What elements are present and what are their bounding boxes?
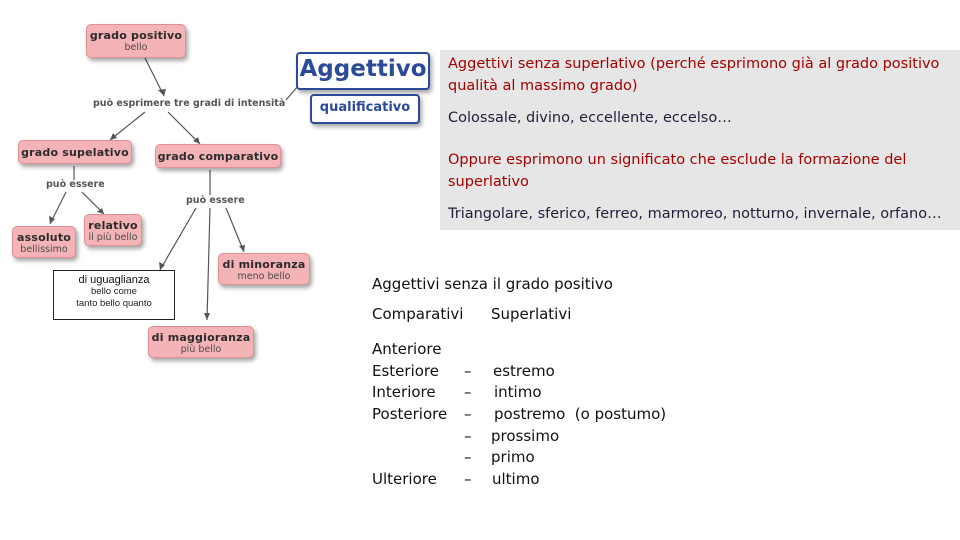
superlativo-item: primo xyxy=(491,448,535,466)
dash-separator: – xyxy=(464,470,472,488)
node-assoluto xyxy=(12,226,76,258)
comparativo-item: Ulteriore xyxy=(372,470,437,488)
superlativo-item: postremo (o postumo) xyxy=(494,405,667,423)
node-maggioranza xyxy=(148,326,254,358)
node-example: tanto bello quanto xyxy=(76,298,152,309)
column-comparativi: Comparativi xyxy=(372,305,464,323)
comparativo-item: Interiore xyxy=(372,383,436,401)
aggettivo-title: Aggettivo xyxy=(296,52,430,90)
lower-heading: Aggettivi senza il grado positivo xyxy=(372,275,613,293)
node-uguaglianza xyxy=(53,270,175,320)
node-example: bellissimo xyxy=(20,244,68,255)
node-example: bello come xyxy=(91,286,137,297)
node-title: assoluto xyxy=(16,231,72,244)
dash-separator: – xyxy=(464,427,472,445)
panel-examples-1: Colossale, divino, eccellente, eccelso… xyxy=(448,110,732,126)
link-puo-essere-superlativo: può essere xyxy=(46,179,105,190)
node-grado-comparativo xyxy=(155,144,281,168)
panel-examples-2: Triangolare, sferico, ferreo, marmoreo, notturno, invernale, orfano… xyxy=(448,206,942,222)
node-title: di maggioranza xyxy=(151,331,251,344)
comparativo-item: Posteriore xyxy=(372,405,448,423)
node-relativo xyxy=(84,214,142,246)
node-example: più bello xyxy=(180,344,222,355)
node-minoranza xyxy=(218,253,310,285)
node-title: di minoranza xyxy=(222,258,306,271)
column-superlativi: Superlativi xyxy=(491,305,572,323)
node-grado-superlativo xyxy=(18,140,132,164)
no-superlative-panel xyxy=(440,50,960,230)
dash-separator: – xyxy=(464,405,472,423)
comparativo-item: Anteriore xyxy=(372,340,442,358)
node-grado-positivo xyxy=(86,24,186,58)
node-title: grado positivo xyxy=(89,29,183,42)
superlativo-item: intimo xyxy=(494,383,542,401)
node-title: grado comparativo xyxy=(157,150,279,163)
node-example: bello xyxy=(124,42,148,53)
link-puo-essere-comparativo: può essere xyxy=(186,195,245,206)
superlativo-item: estremo xyxy=(493,362,555,380)
panel-heading: Aggettivi senza superlativo (perché esprimono già al grado positivo qualità al massimo grado) xyxy=(448,56,940,94)
node-title: relativo xyxy=(88,219,138,232)
dash-separator: – xyxy=(464,448,472,466)
concept-map xyxy=(0,0,440,380)
node-example: il più bello xyxy=(88,232,138,243)
node-title: di uguaglianza xyxy=(78,274,150,286)
dash-separator: – xyxy=(464,383,472,401)
node-title: grado supelativo xyxy=(21,146,129,159)
superlativo-item: prossimo xyxy=(491,427,560,445)
panel-subheading: Oppure esprimono un significato che esclude la formazione del superlativo xyxy=(448,152,907,190)
superlativo-item: ultimo xyxy=(492,470,540,488)
qualificativo-label: qualificativo xyxy=(310,94,420,124)
link-tre-gradi: può esprimere tre gradi di intensità xyxy=(93,98,286,109)
node-example: meno bello xyxy=(237,271,291,282)
comparativo-item: Esteriore xyxy=(372,362,439,380)
dash-separator: – xyxy=(464,362,472,380)
